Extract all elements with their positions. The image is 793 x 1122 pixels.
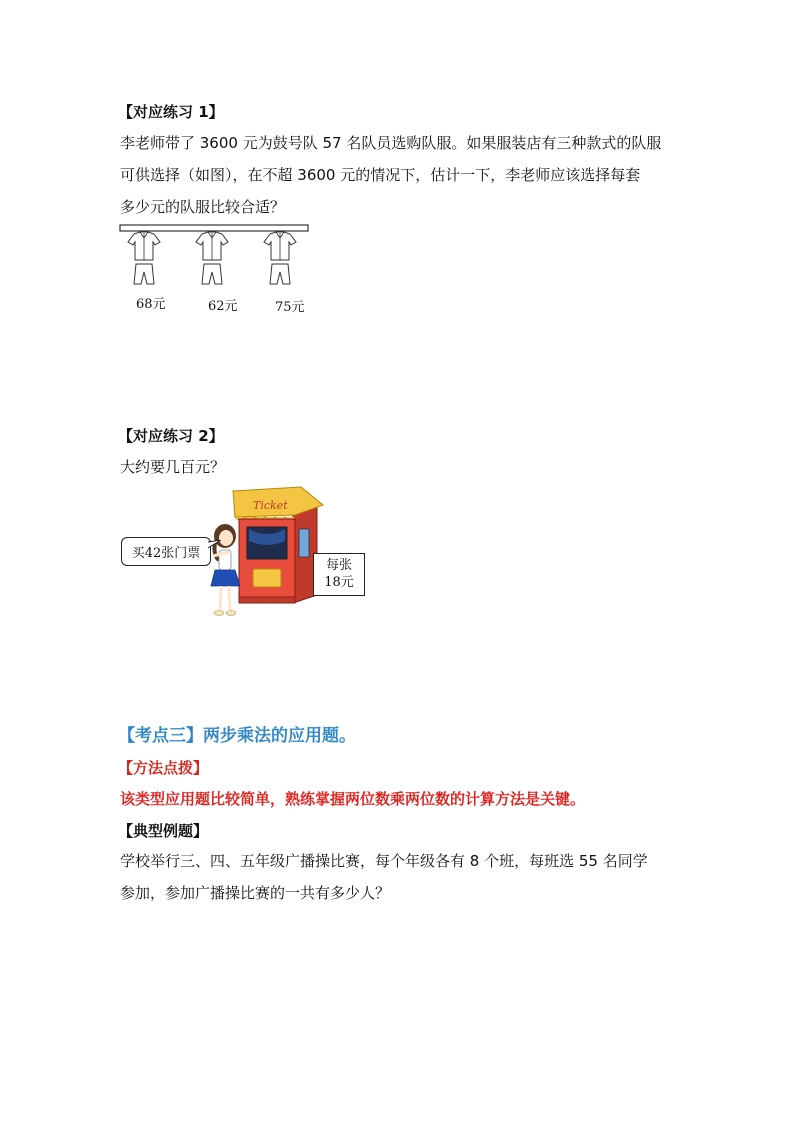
section3-title: 【考点三】两步乘法的应用题。 xyxy=(118,726,356,746)
ticket-sign-text: Ticket xyxy=(253,499,288,512)
exercise1-line2: 可供选择（如图），在不超 3600 元的情况下，估计一下，李老师应该选择每套 xyxy=(120,166,641,184)
price-sign-line2: 18元 xyxy=(324,575,354,590)
exercise1-line1: 李老师带了 3600 元为鼓号队 57 名队员选购队服。如果服装店有三种款式的队服 xyxy=(120,134,662,152)
method-heading: 【方法点拨】 xyxy=(118,759,209,777)
exercise2-question: 大约要几百元？ xyxy=(120,458,226,476)
price-sign-line1: 每张 xyxy=(325,558,352,573)
exercise1-question xyxy=(120,127,700,223)
speech-bubble-text: 买42张门票 xyxy=(131,546,201,561)
example-heading: 【典型例题】 xyxy=(118,822,209,840)
example-question xyxy=(120,845,700,909)
uniform-3-icon xyxy=(264,232,296,284)
exercise2-heading: 【对应练习 2】 xyxy=(118,427,224,445)
price-label-3: 75元 xyxy=(275,300,305,315)
uniform-rack-illustration xyxy=(118,222,318,294)
exercise1-line3: 多少元的队服比较合适？ xyxy=(120,198,286,216)
uniform-1-icon xyxy=(128,232,160,284)
price-label-1: 68元 xyxy=(136,297,166,312)
speech-bubble-tail xyxy=(207,540,223,552)
method-text: 该类型应用题比较简单，熟练掌握两位数乘两位数的计算方法是关键。 xyxy=(120,790,586,808)
speech-bubble xyxy=(121,537,211,566)
exercise1-heading: 【对应练习 1】 xyxy=(118,103,224,121)
price-sign xyxy=(313,553,365,596)
example-line2: 参加，参加广播操比赛的一共有多少人？ xyxy=(120,884,391,902)
girl-illustration xyxy=(205,522,245,620)
price-label-2: 62元 xyxy=(208,299,238,314)
uniform-2-icon xyxy=(196,232,228,284)
example-line1: 学校举行三、四、五年级广播操比赛，每个年级各有 8 个班，每班选 55 名同学 xyxy=(120,852,648,870)
